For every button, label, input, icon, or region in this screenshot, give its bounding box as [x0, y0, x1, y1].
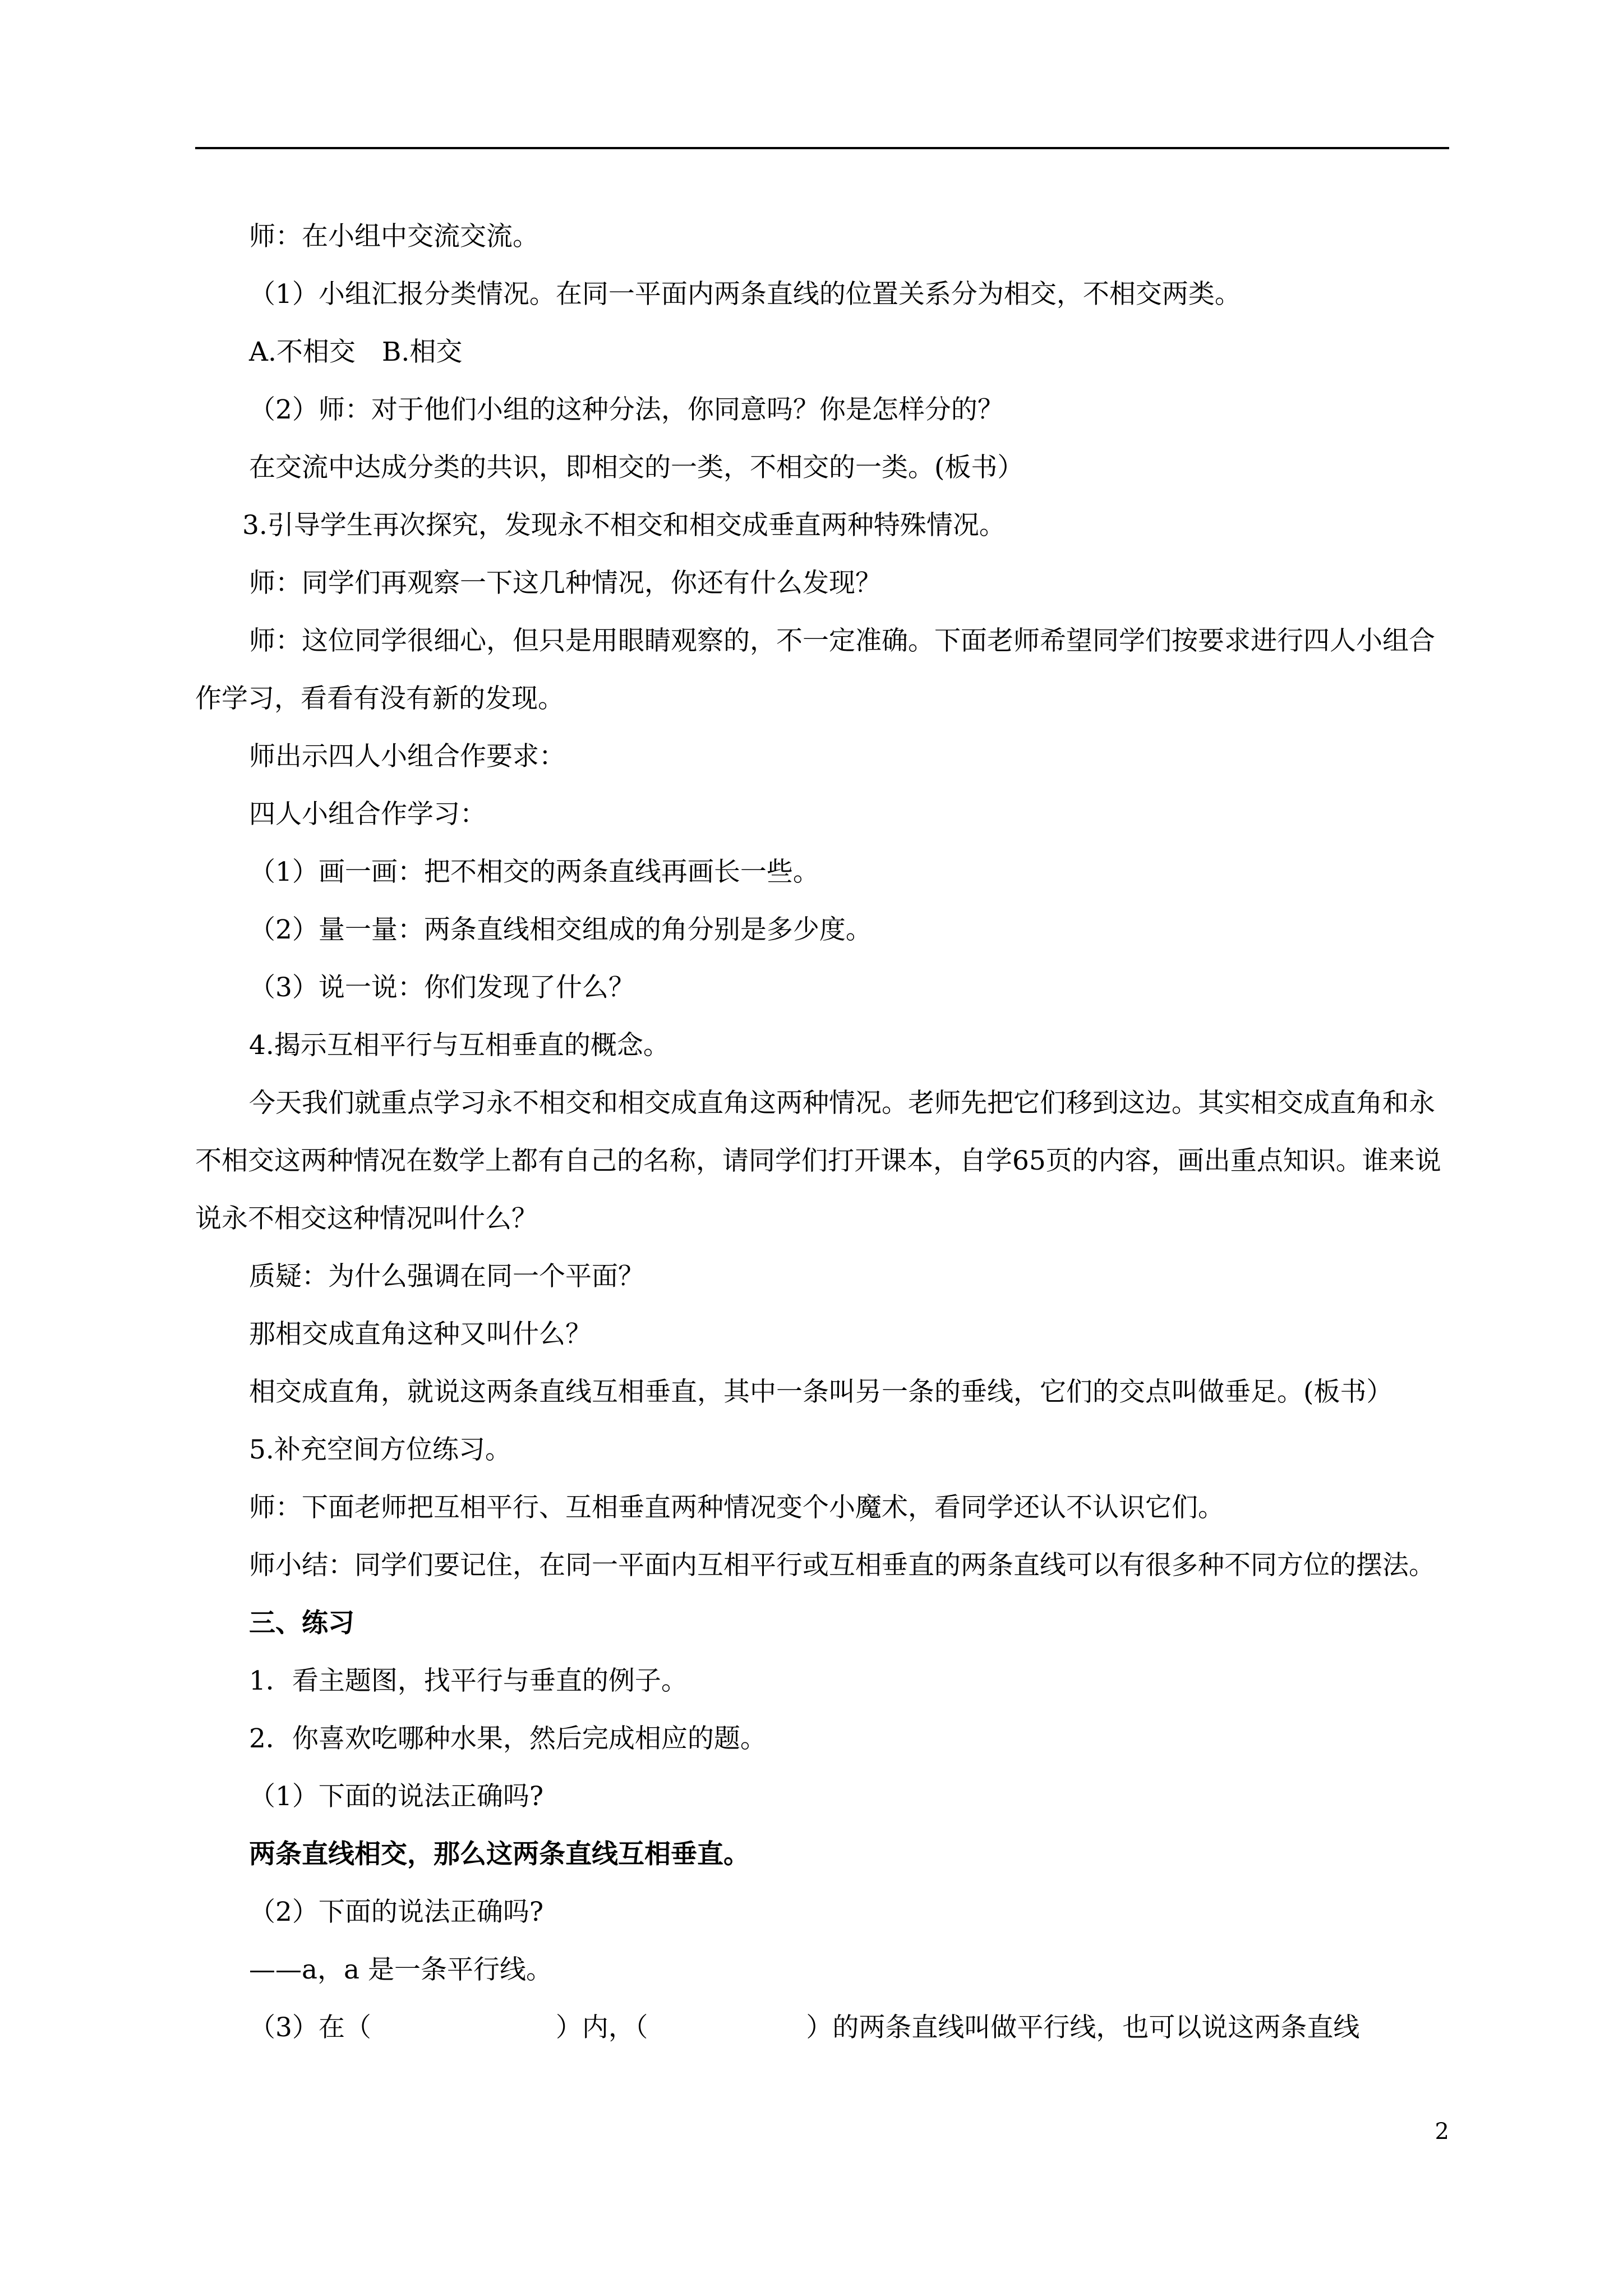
- section-heading: 三、练习: [249, 1608, 354, 1639]
- paragraph: （1）画一画：把不相交的两条直线再画长一些。: [249, 857, 819, 887]
- paragraph: 师：同学们再观察一下这几种情况，你还有什么发现？: [249, 568, 882, 599]
- paragraph: （2）师：对于他们小组的这种分法，你同意吗？你是怎样分的？: [249, 394, 1004, 425]
- paragraph: （2）量一量：两条直线相交组成的角分别是多少度。: [249, 914, 872, 945]
- paragraph: 师：在小组中交流交流。: [249, 221, 539, 252]
- paragraph: 那相交成直角这种又叫什么？: [249, 1319, 592, 1350]
- paragraph: 4.揭示互相平行与互相垂直的概念。: [249, 1030, 670, 1061]
- paragraph: A.不相交 B.相交: [249, 337, 463, 367]
- paragraph: 师小结：同学们要记住，在同一平面内互相平行或互相垂直的两条直线可以有很多种不同方位的摆法。: [249, 1550, 1435, 1581]
- paragraph: （2）下面的说法正确吗?: [249, 1897, 544, 1927]
- paragraph: 师：这位同学很细心，但只是用眼睛观察的，不一定准确。下面老师希望同学们按要求进行四人小组合作学习，看看有没有新的发现。: [195, 625, 1435, 714]
- paragraph: 在交流中达成分类的共识，即相交的一类，不相交的一类。(板书）: [249, 452, 1024, 483]
- paragraph: 师：下面老师把互相平行、互相垂直两种情况变个小魔术，看同学还认不认识它们。: [249, 1492, 1224, 1523]
- page-number: 2: [1435, 2119, 1449, 2145]
- paragraph: 2．你喜欢吃哪种水果，然后完成相应的题。: [249, 1723, 767, 1754]
- paragraph: 1．看主题图，找平行与垂直的例子。: [249, 1665, 688, 1696]
- paragraph: 相交成直角，就说这两条直线互相垂直，其中一条叫另一条的垂线，它们的交点叫做垂足。(板书）: [249, 1377, 1393, 1407]
- paragraph: （3）说一说：你们发现了什么？: [249, 972, 635, 1003]
- document-body: [195, 208, 1449, 2056]
- paragraph: 5.补充空间方位练习。: [249, 1434, 511, 1465]
- paragraph: 3.引导学生再次探究，发现永不相交和相交成垂直两种特殊情况。: [242, 510, 1006, 541]
- header-rule: [195, 147, 1449, 149]
- paragraph: 质疑：为什么强调在同一个平面？: [249, 1261, 644, 1292]
- paragraph: 今天我们就重点学习永不相交和相交成直角这两种情况。老师先把它们移到这边。其实相交成直角和永不相交这两种情况在数学上都有自己的名称，请同学们打开课本，自学65页的内容，画出重点知识。谁来说说永不相交这种情况叫什么？: [195, 1088, 1441, 1234]
- paragraph: （1）下面的说法正确吗?: [249, 1781, 544, 1812]
- paragraph: 师出示四人小组合作要求：: [249, 741, 565, 772]
- paragraph: （3）在（ ）内，（ ）的两条直线叫做平行线，也可以说这两条直线: [249, 2012, 1360, 2043]
- paragraph: ——a，a 是一条平行线。: [249, 1954, 552, 1985]
- bold-statement: 两条直线相交，那么这两条直线互相垂直。: [249, 1839, 750, 1870]
- paragraph: 四人小组合作学习：: [249, 799, 486, 830]
- paragraph: （1）小组汇报分类情况。在同一平面内两条直线的位置关系分为相交，不相交两类。: [249, 279, 1241, 310]
